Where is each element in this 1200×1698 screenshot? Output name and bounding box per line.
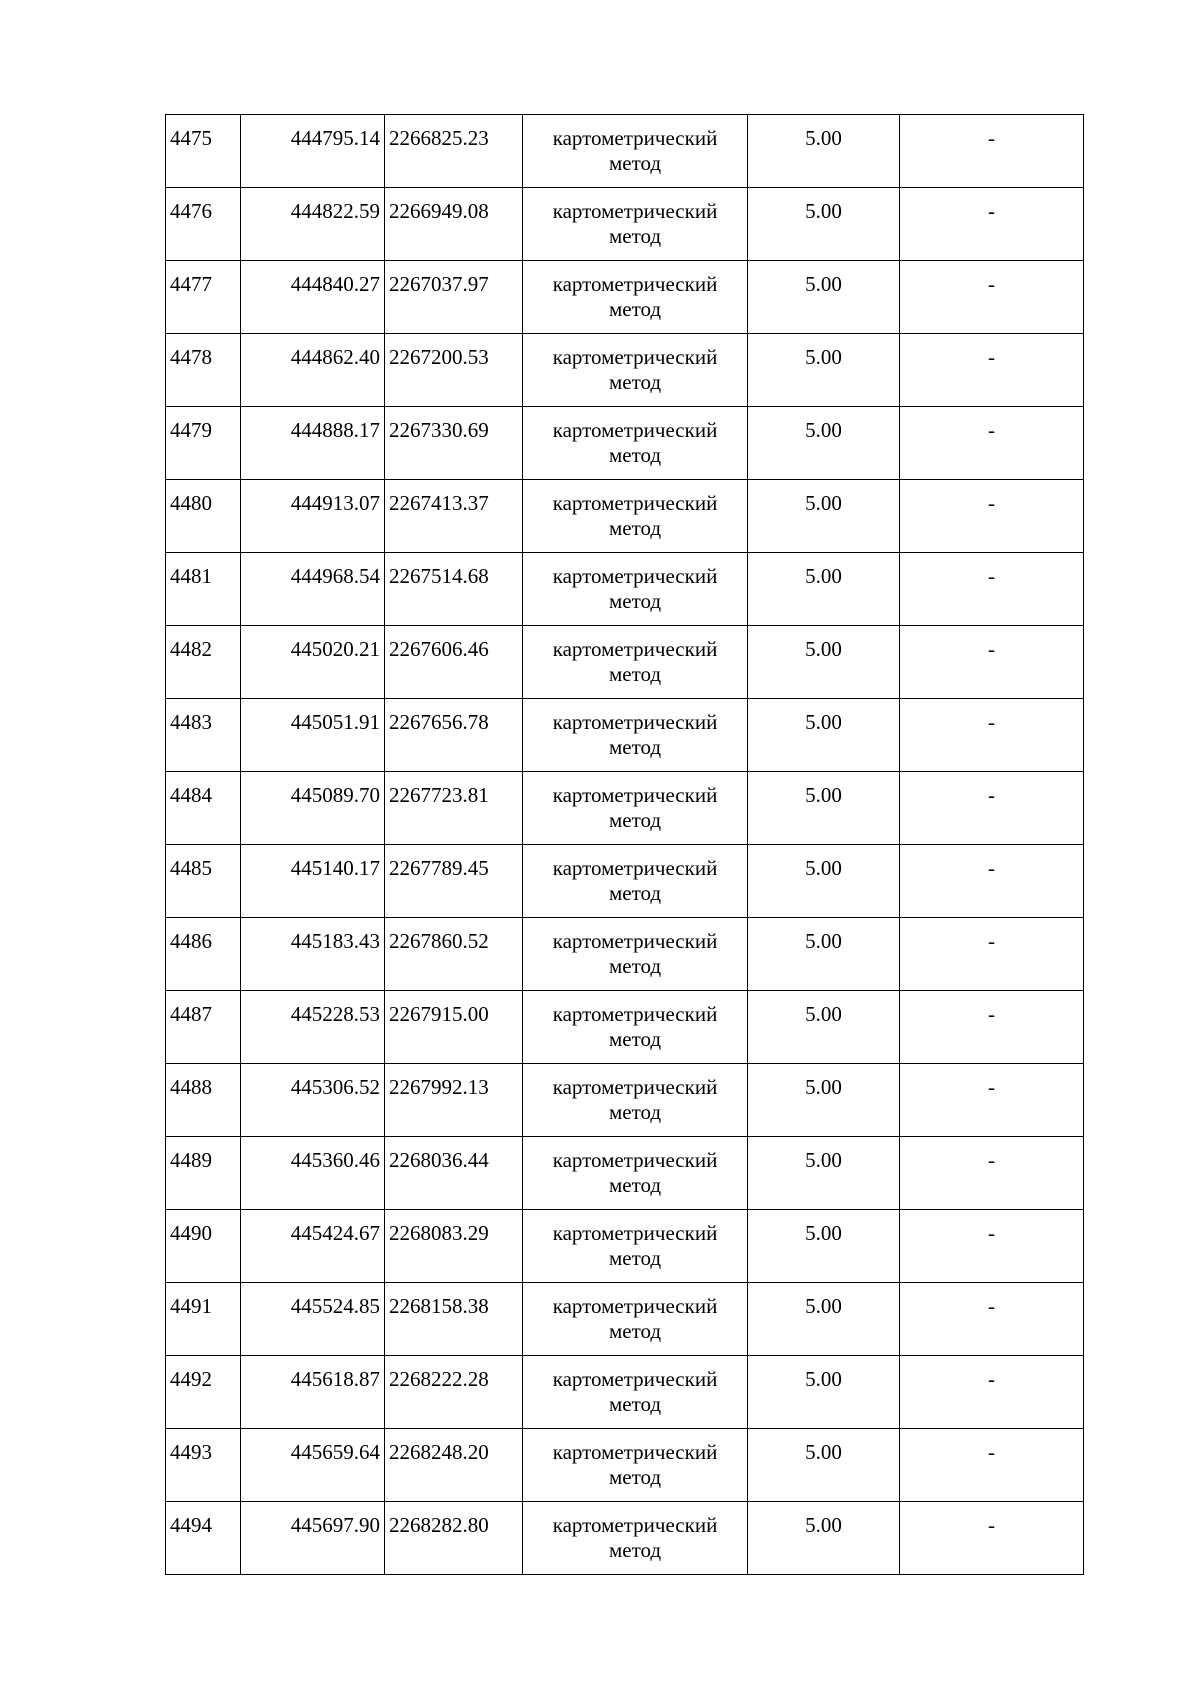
point-number-cell: 4478 [166, 334, 241, 407]
y-coordinate-cell: 2268222.28 [385, 1356, 523, 1429]
point-number-cell: 4489 [166, 1137, 241, 1210]
table-row [166, 1429, 1084, 1502]
table-row [166, 626, 1084, 699]
table-row [166, 1210, 1084, 1283]
y-coordinate-cell: 2268248.20 [385, 1429, 523, 1502]
method-cell [523, 991, 748, 1064]
method-line-2: метод [608, 1538, 662, 1562]
y-coordinate-cell: 2267656.78 [385, 699, 523, 772]
point-number-cell: 4492 [166, 1356, 241, 1429]
accuracy-cell: 5.00 [748, 1429, 900, 1502]
method-cell [523, 1502, 748, 1575]
extra-cell: - [900, 845, 1084, 918]
table-row [166, 188, 1084, 261]
extra-cell: - [900, 626, 1084, 699]
method-cell [523, 1137, 748, 1210]
y-coordinate-cell: 2267606.46 [385, 626, 523, 699]
method-line-1: картометрический [552, 345, 718, 369]
extra-cell: - [900, 991, 1084, 1064]
point-number-cell: 4483 [166, 699, 241, 772]
table-row [166, 772, 1084, 845]
method-line-1: картометрический [552, 929, 718, 953]
x-coordinate-cell: 445659.64 [241, 1429, 385, 1502]
table-row [166, 1502, 1084, 1575]
coordinates-table-body [166, 115, 1084, 1575]
accuracy-cell: 5.00 [748, 1137, 900, 1210]
x-coordinate-cell: 445306.52 [241, 1064, 385, 1137]
extra-cell: - [900, 772, 1084, 845]
accuracy-cell: 5.00 [748, 1502, 900, 1575]
method-line-2: метод [608, 151, 662, 175]
method-line-1: картометрический [552, 1513, 718, 1537]
point-number-cell: 4488 [166, 1064, 241, 1137]
method-line-1: картометрический [552, 272, 718, 296]
point-number-cell: 4477 [166, 261, 241, 334]
y-coordinate-cell: 2267330.69 [385, 407, 523, 480]
accuracy-cell: 5.00 [748, 115, 900, 188]
method-line-2: метод [608, 808, 662, 832]
x-coordinate-cell: 445424.67 [241, 1210, 385, 1283]
accuracy-cell: 5.00 [748, 772, 900, 845]
accuracy-cell: 5.00 [748, 1210, 900, 1283]
extra-cell: - [900, 1356, 1084, 1429]
accuracy-cell: 5.00 [748, 334, 900, 407]
table-row [166, 407, 1084, 480]
table-row [166, 845, 1084, 918]
table-row [166, 1283, 1084, 1356]
method-line-2: метод [608, 443, 662, 467]
extra-cell: - [900, 334, 1084, 407]
method-line-1: картометрический [552, 1148, 718, 1172]
method-line-1: картометрический [552, 1294, 718, 1318]
method-line-1: картометрический [552, 856, 718, 880]
x-coordinate-cell: 445618.87 [241, 1356, 385, 1429]
method-line-1: картометрический [552, 564, 718, 588]
x-coordinate-cell: 444795.14 [241, 115, 385, 188]
method-cell [523, 1356, 748, 1429]
point-number-cell: 4485 [166, 845, 241, 918]
method-line-2: метод [608, 589, 662, 613]
table-row [166, 334, 1084, 407]
method-cell [523, 1283, 748, 1356]
y-coordinate-cell: 2267992.13 [385, 1064, 523, 1137]
extra-cell: - [900, 1210, 1084, 1283]
y-coordinate-cell: 2268036.44 [385, 1137, 523, 1210]
point-number-cell: 4476 [166, 188, 241, 261]
x-coordinate-cell: 445697.90 [241, 1502, 385, 1575]
point-number-cell: 4486 [166, 918, 241, 991]
accuracy-cell: 5.00 [748, 991, 900, 1064]
x-coordinate-cell: 445020.21 [241, 626, 385, 699]
method-line-2: метод [608, 516, 662, 540]
extra-cell: - [900, 1064, 1084, 1137]
extra-cell: - [900, 918, 1084, 991]
point-number-cell: 4491 [166, 1283, 241, 1356]
accuracy-cell: 5.00 [748, 261, 900, 334]
method-cell [523, 188, 748, 261]
x-coordinate-cell: 445228.53 [241, 991, 385, 1064]
x-coordinate-cell: 444822.59 [241, 188, 385, 261]
method-line-2: метод [608, 1465, 662, 1489]
method-line-1: картометрический [552, 126, 718, 150]
method-cell [523, 699, 748, 772]
table-row [166, 1137, 1084, 1210]
table-row [166, 261, 1084, 334]
method-line-2: метод [608, 1027, 662, 1051]
method-line-2: метод [608, 735, 662, 759]
method-cell [523, 334, 748, 407]
y-coordinate-cell: 2267789.45 [385, 845, 523, 918]
x-coordinate-cell: 444862.40 [241, 334, 385, 407]
y-coordinate-cell: 2267413.37 [385, 480, 523, 553]
y-coordinate-cell: 2267037.97 [385, 261, 523, 334]
point-number-cell: 4487 [166, 991, 241, 1064]
extra-cell: - [900, 1137, 1084, 1210]
y-coordinate-cell: 2267915.00 [385, 991, 523, 1064]
extra-cell: - [900, 699, 1084, 772]
table-row [166, 991, 1084, 1064]
method-line-1: картометрический [552, 1440, 718, 1464]
y-coordinate-cell: 2267514.68 [385, 553, 523, 626]
method-cell [523, 772, 748, 845]
method-line-2: метод [608, 1173, 662, 1197]
method-line-1: картометрический [552, 1367, 718, 1391]
method-cell [523, 115, 748, 188]
x-coordinate-cell: 445360.46 [241, 1137, 385, 1210]
y-coordinate-cell: 2266825.23 [385, 115, 523, 188]
method-line-1: картометрический [552, 418, 718, 442]
table-row [166, 115, 1084, 188]
point-number-cell: 4480 [166, 480, 241, 553]
method-line-1: картометрический [552, 637, 718, 661]
accuracy-cell: 5.00 [748, 1064, 900, 1137]
table-row [166, 1356, 1084, 1429]
x-coordinate-cell: 444913.07 [241, 480, 385, 553]
extra-cell: - [900, 1429, 1084, 1502]
accuracy-cell: 5.00 [748, 553, 900, 626]
y-coordinate-cell: 2267860.52 [385, 918, 523, 991]
method-line-1: картометрический [552, 199, 718, 223]
accuracy-cell: 5.00 [748, 407, 900, 480]
x-coordinate-cell: 445051.91 [241, 699, 385, 772]
accuracy-cell: 5.00 [748, 480, 900, 553]
method-cell [523, 1429, 748, 1502]
table-row [166, 553, 1084, 626]
point-number-cell: 4482 [166, 626, 241, 699]
method-line-2: метод [608, 370, 662, 394]
extra-cell: - [900, 1283, 1084, 1356]
accuracy-cell: 5.00 [748, 188, 900, 261]
accuracy-cell: 5.00 [748, 1356, 900, 1429]
point-number-cell: 4493 [166, 1429, 241, 1502]
extra-cell: - [900, 188, 1084, 261]
accuracy-cell: 5.00 [748, 626, 900, 699]
point-number-cell: 4490 [166, 1210, 241, 1283]
extra-cell: - [900, 261, 1084, 334]
method-line-1: картометрический [552, 783, 718, 807]
x-coordinate-cell: 444840.27 [241, 261, 385, 334]
extra-cell: - [900, 407, 1084, 480]
accuracy-cell: 5.00 [748, 699, 900, 772]
point-number-cell: 4484 [166, 772, 241, 845]
method-line-1: картометрический [552, 1002, 718, 1026]
point-number-cell: 4481 [166, 553, 241, 626]
method-line-2: метод [608, 954, 662, 978]
method-cell [523, 1064, 748, 1137]
x-coordinate-cell: 445524.85 [241, 1283, 385, 1356]
point-number-cell: 4475 [166, 115, 241, 188]
method-line-2: метод [608, 224, 662, 248]
accuracy-cell: 5.00 [748, 845, 900, 918]
table-row [166, 1064, 1084, 1137]
method-line-2: метод [608, 1100, 662, 1124]
extra-cell: - [900, 480, 1084, 553]
method-line-1: картометрический [552, 1221, 718, 1245]
method-cell [523, 261, 748, 334]
method-cell [523, 845, 748, 918]
method-line-2: метод [608, 662, 662, 686]
method-cell [523, 480, 748, 553]
extra-cell: - [900, 1502, 1084, 1575]
method-line-2: метод [608, 881, 662, 905]
accuracy-cell: 5.00 [748, 1283, 900, 1356]
method-cell [523, 1210, 748, 1283]
method-line-1: картометрический [552, 710, 718, 734]
method-cell [523, 626, 748, 699]
x-coordinate-cell: 445089.70 [241, 772, 385, 845]
y-coordinate-cell: 2267723.81 [385, 772, 523, 845]
accuracy-cell: 5.00 [748, 918, 900, 991]
method-line-2: метод [608, 1246, 662, 1270]
y-coordinate-cell: 2268158.38 [385, 1283, 523, 1356]
y-coordinate-cell: 2268282.80 [385, 1502, 523, 1575]
x-coordinate-cell: 445183.43 [241, 918, 385, 991]
coordinates-table [165, 114, 1084, 1575]
x-coordinate-cell: 444968.54 [241, 553, 385, 626]
point-number-cell: 4494 [166, 1502, 241, 1575]
y-coordinate-cell: 2267200.53 [385, 334, 523, 407]
table-row [166, 699, 1084, 772]
y-coordinate-cell: 2268083.29 [385, 1210, 523, 1283]
y-coordinate-cell: 2266949.08 [385, 188, 523, 261]
method-cell [523, 407, 748, 480]
method-line-2: метод [608, 1319, 662, 1343]
method-line-2: метод [608, 1392, 662, 1416]
extra-cell: - [900, 115, 1084, 188]
method-cell [523, 918, 748, 991]
table-row [166, 918, 1084, 991]
method-line-2: метод [608, 297, 662, 321]
table-row [166, 480, 1084, 553]
x-coordinate-cell: 444888.17 [241, 407, 385, 480]
method-line-1: картометрический [552, 491, 718, 515]
point-number-cell: 4479 [166, 407, 241, 480]
method-line-1: картометрический [552, 1075, 718, 1099]
method-cell [523, 553, 748, 626]
extra-cell: - [900, 553, 1084, 626]
x-coordinate-cell: 445140.17 [241, 845, 385, 918]
